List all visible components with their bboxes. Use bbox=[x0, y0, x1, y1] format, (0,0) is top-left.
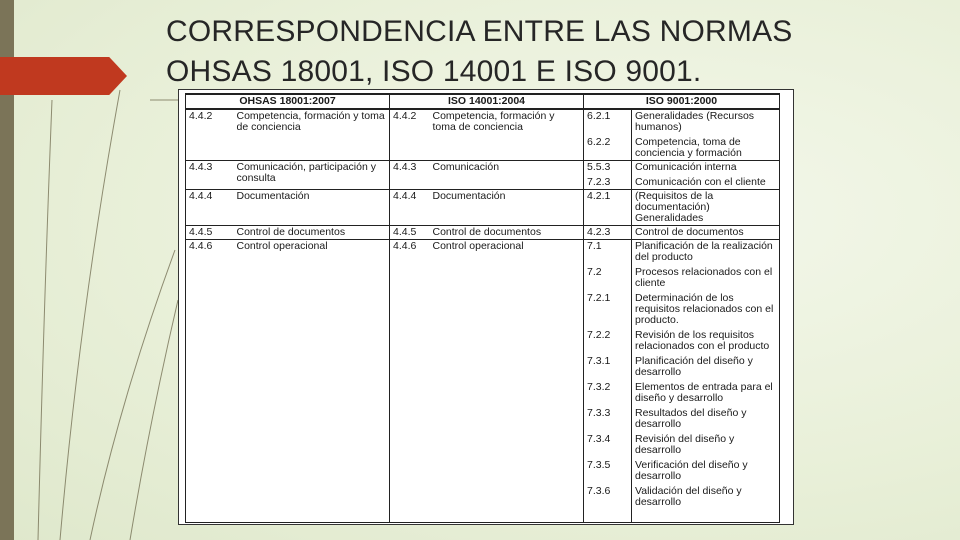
iso9001-text: Elementos de entrada para el diseño y desarrollo bbox=[635, 381, 773, 404]
iso9001-text: Verificación del diseño y desarrollo bbox=[635, 459, 748, 482]
table-row bbox=[186, 226, 780, 240]
iso9001-texts bbox=[632, 226, 780, 240]
iso9001-text: Procesos relacionados con el cliente bbox=[635, 266, 773, 289]
iso9001-text: Comunicación interna bbox=[635, 161, 737, 173]
iso14001-code: 4.4.2 bbox=[390, 109, 430, 161]
iso9001-code: 5.5.3 bbox=[587, 161, 611, 173]
iso9001-code: 7.1 bbox=[587, 240, 602, 252]
iso9001-text: Planificación de la realización del producto bbox=[635, 240, 773, 263]
iso9001-codes bbox=[584, 161, 632, 190]
iso14001-text: Comunicación bbox=[430, 161, 584, 190]
ohsas-text: Control de documentos bbox=[234, 226, 390, 240]
correspondence-table bbox=[185, 93, 780, 523]
header-ohsas: OHSAS 18001:2007 bbox=[186, 94, 390, 109]
header-iso14001: ISO 14001:2004 bbox=[390, 94, 584, 109]
ohsas-code: 4.4.5 bbox=[186, 226, 234, 240]
table-row bbox=[186, 109, 780, 161]
ohsas-text: Documentación bbox=[234, 190, 390, 226]
ohsas-text: Comunicación, participación y consulta bbox=[234, 161, 390, 190]
ohsas-text: Competencia, formación y toma de conciencia bbox=[234, 109, 390, 161]
table-header-row bbox=[186, 94, 780, 109]
iso9001-text: Planificación del diseño y desarrollo bbox=[635, 355, 753, 378]
iso9001-texts bbox=[632, 109, 780, 161]
iso9001-code: 4.2.3 bbox=[587, 226, 611, 238]
iso14001-text: Control operacional bbox=[430, 240, 584, 523]
iso9001-text: Control de documentos bbox=[635, 226, 744, 238]
iso14001-code: 4.4.3 bbox=[390, 161, 430, 190]
iso9001-texts bbox=[632, 190, 780, 226]
iso9001-code: 7.2.3 bbox=[587, 176, 611, 188]
ohsas-code: 4.4.4 bbox=[186, 190, 234, 226]
iso9001-code: 6.2.1 bbox=[587, 110, 611, 122]
iso9001-text: Revisión de los requisitos relacionados con el producto bbox=[635, 329, 770, 352]
header-iso9001: ISO 9001:2000 bbox=[584, 94, 780, 109]
iso9001-text: Revisión del diseño y desarrollo bbox=[635, 433, 735, 456]
iso9001-code: 7.2.2 bbox=[587, 329, 611, 341]
ohsas-code: 4.4.3 bbox=[186, 161, 234, 190]
table-row bbox=[186, 240, 780, 523]
iso9001-code: 7.2 bbox=[587, 266, 602, 278]
iso9001-text: Validación del diseño y desarrollo bbox=[635, 485, 742, 508]
iso14001-text: Control de documentos bbox=[430, 226, 584, 240]
iso14001-text: Documentación bbox=[430, 190, 584, 226]
iso9001-code: 7.3.4 bbox=[587, 433, 611, 445]
iso9001-code: 7.3.2 bbox=[587, 381, 611, 393]
ohsas-text: Control operacional bbox=[234, 240, 390, 523]
slide-title bbox=[166, 12, 926, 92]
iso9001-code: 7.3.1 bbox=[587, 355, 611, 367]
correspondence-table-image bbox=[178, 89, 794, 525]
table-row bbox=[186, 161, 780, 190]
iso14001-code: 4.4.4 bbox=[390, 190, 430, 226]
ohsas-code: 4.4.2 bbox=[186, 109, 234, 161]
iso14001-text: Competencia, formación y toma de conciencia bbox=[430, 109, 584, 161]
iso9001-code: 6.2.2 bbox=[587, 136, 611, 148]
iso9001-codes bbox=[584, 226, 632, 240]
iso9001-text: Determinación de los requisitos relacionados con el producto. bbox=[635, 292, 774, 326]
iso9001-text: Generalidades (Recursos humanos) bbox=[635, 110, 755, 133]
iso9001-code: 7.3.3 bbox=[587, 407, 611, 419]
red-arrow-shape bbox=[0, 57, 127, 95]
iso9001-text: Resultados del diseño y desarrollo bbox=[635, 407, 747, 430]
iso9001-codes bbox=[584, 190, 632, 226]
ohsas-code: 4.4.6 bbox=[186, 240, 234, 523]
title-line-1: CORRESPONDENCIA ENTRE LAS NORMAS bbox=[166, 15, 793, 48]
iso9001-code: 7.3.5 bbox=[587, 459, 611, 471]
iso9001-text: Competencia, toma de conciencia y formación bbox=[635, 136, 742, 159]
iso14001-code: 4.4.6 bbox=[390, 240, 430, 523]
table-row bbox=[186, 190, 780, 226]
iso14001-code: 4.4.5 bbox=[390, 226, 430, 240]
title-line-2: OHSAS 18001, ISO 14001 E ISO 9001. bbox=[166, 55, 702, 88]
iso9001-text: (Requisitos de la documentación) Generalidades bbox=[635, 190, 714, 224]
iso9001-code: 4.2.1 bbox=[587, 190, 611, 202]
iso9001-texts bbox=[632, 161, 780, 190]
iso9001-text: Comunicación con el cliente bbox=[635, 176, 766, 188]
iso9001-codes bbox=[584, 240, 632, 523]
iso9001-texts bbox=[632, 240, 780, 523]
iso9001-code: 7.2.1 bbox=[587, 292, 611, 304]
iso9001-codes bbox=[584, 109, 632, 161]
iso9001-code: 7.3.6 bbox=[587, 485, 611, 497]
